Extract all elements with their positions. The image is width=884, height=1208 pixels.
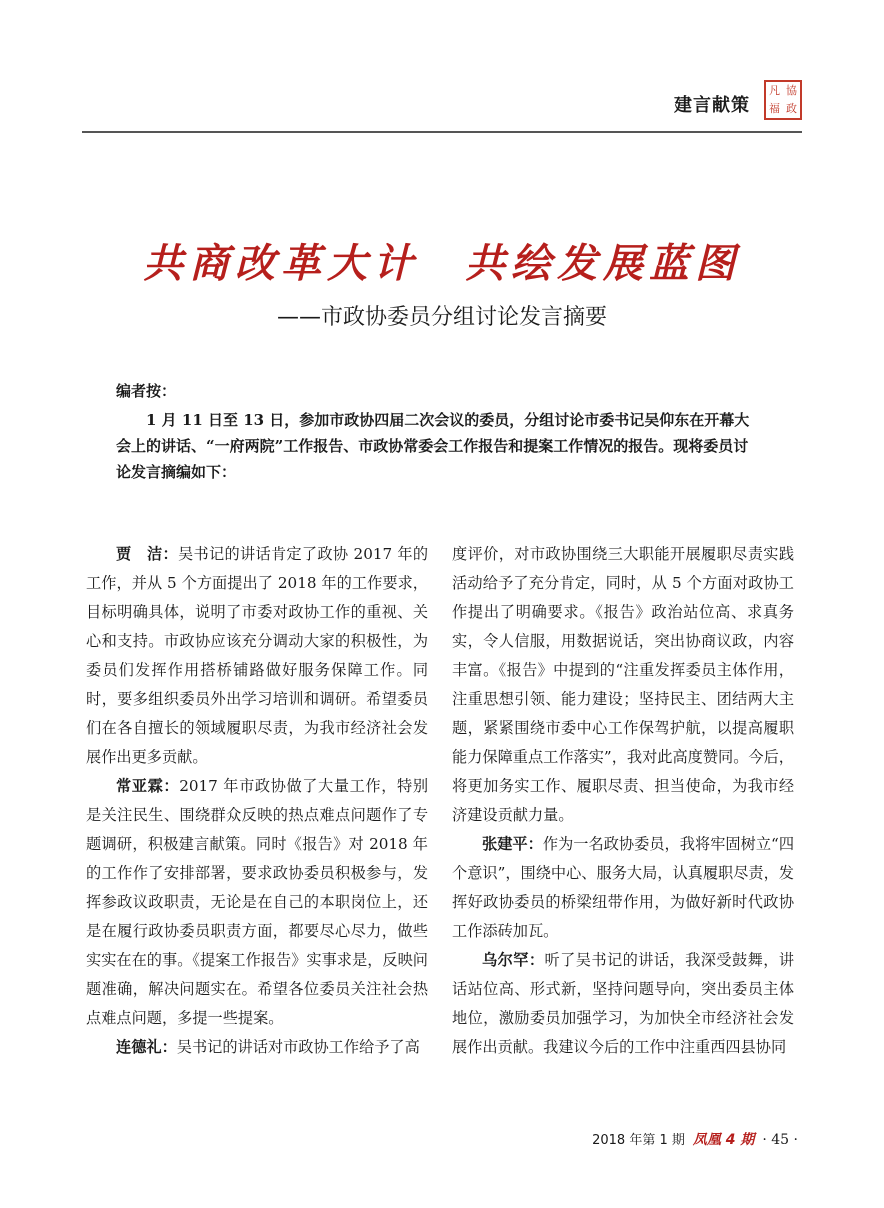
speaker-name: 贾 洁： [116,545,178,563]
issue-label: 2018 年第 1 期 [592,1133,685,1148]
editor-note-text: 1 月 11 日至 13 日，参加市政协四届二次会议的委员，分组讨论市委书记吴仰东在开幕大会上的讲话、“一府两院”工作报告、市政协常委会工作报告和提案工作情况的报告。现将委员讨论发言摘编如下： [116,411,750,481]
speaker-name: 乌尔罕： [482,951,545,969]
speech-text: 作为一名政协委员，我将牢固树立“四个意识”，围绕中心、服务大局，认真履职尽责，发挥好政协委员的桥梁纽带作用，为做好新时代政协工作添砖加瓦。 [452,835,795,940]
section-label: 建言献策 [674,95,750,116]
seal-char: 福 [769,102,780,115]
page-header [82,78,802,133]
article-title: 共商改革大计 共绘发展蓝图 [143,240,741,287]
magazine-name: 凤凰 4 期 [692,1132,755,1148]
page-number: · 45 · [762,1132,798,1148]
speaker-name: 张建平： [482,835,543,853]
speech-paragraph [452,946,794,1062]
header-divider [82,131,802,133]
speech-paragraph [452,830,794,946]
speaker-name: 连德礼： [116,1038,177,1056]
seal-char: 協 [786,84,797,97]
right-column [452,540,794,1062]
left-column [86,540,428,1062]
speech-text: 吴书记的讲话肯定了政协 2017 年的工作，并从 5 个方面提出了 2018 年的工作要求，目标明确具体，说明了市委对政协工作的重视、关心和支持。市政协应该充分调动大家的积极性，为委员们发挥作用搭桥铺路做好服务保障工作。同时，要多组织委员外出学习培训和调研。希望委员们在各自擅长的领域履职尽责，为我市经济社会发展作出更多贡献。 [86,545,429,766]
speaker-name: 常亚霖： [116,777,180,795]
seal-char: 政 [786,102,797,115]
article-subtitle: ——市政协委员分组讨论发言摘要 [276,305,607,330]
seal-char: 凡 [769,84,780,97]
page-footer [592,1129,798,1149]
speech-paragraph [86,1033,428,1062]
editor-note-label: 编者按： [116,382,177,400]
speech-text: 2017 年市政协做了大量工作，特别是关注民生、围绕群众反映的热点难点问题作了专题调研，积极建言献策。同时《报告》对 2018 年的工作作了安排部署，要求政协委员积极参与，发挥参政议政职责，无论是在自己的本职岗位上，还是在履行政协委员职责方面，都要尽心尽力，做些实实在在的事。《提案工作报告》实事求是，反映问题准确，解决问题实在。希望各位委员关注社会热点难点问题，多提一些提案。 [86,777,429,1027]
speech-text: 听了吴书记的讲话，我深受鼓舞，讲话站位高、形式新，坚持问题导向，突出委员主体地位，激励委员加强学习，为加快全市经济社会发展作出贡献。我建议今后的工作中注重西四县协同 [452,951,795,1056]
speech-paragraph [86,772,428,1033]
seal-logo [764,80,802,120]
speech-text: 度评价，对市政协围绕三大职能开展履职尽责实践活动给予了充分肯定，同时，从 5 个方面对政协工作提出了明确要求。《报告》政治站位高、求真务实，令人信服，用数据说话，突出协商议政，内容丰富。《报告》中提到的“注重发挥委员主体作用，注重思想引领、能力建设；坚持民主、团结两大主题，紧紧围绕市委中心工作保驾护航，以提高履职能力保障重点工作落实”，我对此高度赞同。今后，将更加务实工作、履职尽责、担当使命，为我市经济建设贡献力量。 [452,545,794,824]
speech-paragraph [452,540,794,830]
speech-paragraph [86,540,428,772]
speech-text: 吴书记的讲话对市政协工作给予了高 [176,1038,420,1056]
